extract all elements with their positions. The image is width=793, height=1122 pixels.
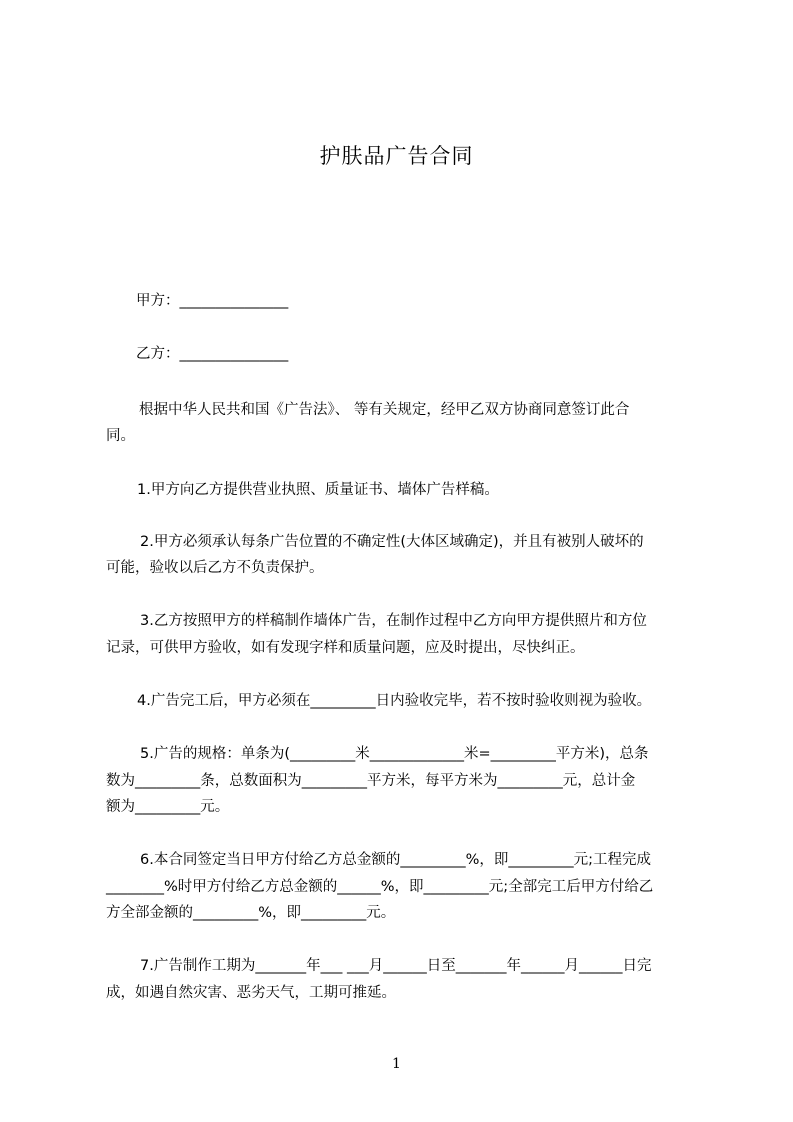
clause-6-line-3: 方全部金额的_________%，即_________元。 [106, 905, 396, 921]
clause-1-line-1: 1.甲方向乙方提供营业执照、质量证书、墙体广告样稿。 [137, 482, 499, 498]
clause-3-line-2: 记录，可供甲方验收，如有发现字样和质量问题，应及时提出，尽快纠正。 [106, 640, 585, 656]
party-a-line: 甲方：_______________ [136, 293, 289, 309]
clause-3-line-1: 3.乙方按照甲方的样稿制作墙体广告，在制作过程中乙方向甲方提供照片和方位 [140, 613, 647, 629]
intro-line-2: 同。 [106, 428, 135, 444]
clause-6-line-1: 6.本合同签定当日甲方付给乙方总金额的_________%，即_________元;工程完成 [140, 852, 651, 868]
party-b-line: 乙方：_______________ [136, 346, 289, 362]
clause-5-line-2: 数为_________条，总数面积为_________平方米，每平方米为_________元，总计金 [106, 773, 636, 789]
clause-7-line-1: 7.广告制作工期为_______年___ ___月______日至_______年______月______日完 [140, 958, 652, 974]
clause-4-line-1: 4.广告完工后，甲方必须在_________日内验收完毕，若不按时验收则视为验收。 [137, 693, 652, 709]
page-number: 1 [392, 1056, 401, 1072]
intro-line-1: 根据中华人民共和国《广告法》、 等有关规定，经甲乙双方协商同意签订此合 [139, 402, 630, 418]
clause-2-line-2: 可能，验收以后乙方不负责保护。 [106, 560, 324, 576]
clause-5-line-1: 5.广告的规格：单条为(_________米_____________米=_________平方米)，总条 [140, 746, 649, 762]
clause-7-line-2: 成，如遇自然灾害、恶劣天气，工期可推延。 [106, 985, 396, 1001]
clause-5-line-3: 额为_________元。 [106, 799, 230, 815]
clause-2-line-1: 2.甲方必须承认每条广告位置的不确定性(大体区域确定)，并且有被别人破坏的 [140, 534, 644, 550]
clause-6-line-2: ________%时甲方付给乙方总金额的______%，即_________元;全部完工后甲方付给乙 [106, 879, 654, 895]
page-title: 护肤品广告合同 [319, 144, 474, 168]
